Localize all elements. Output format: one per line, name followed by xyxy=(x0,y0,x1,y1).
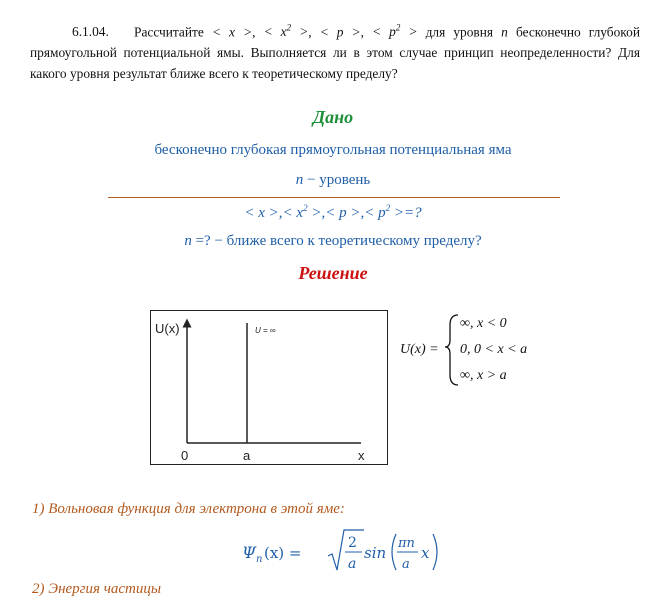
find-question: n =? − ближе всего к теоретическому пределу? xyxy=(184,233,482,249)
potential-case2: 0, 0 < x < a xyxy=(460,342,528,357)
problem-line2: прямоугольной потенциальной ямы. Выполняется ли в этом случае принцип неопределенности? Для xyxy=(30,45,640,61)
sqrt-sign xyxy=(328,530,364,570)
find-line: < x >,< $x^2$ >,< p >,< $p^2$ >=? xyxy=(244,203,422,221)
sin-function: sin xyxy=(364,544,387,562)
step1-text: 1) Вольновая функция для электрона в этой яме: xyxy=(32,501,345,517)
inner-numerator: πn xyxy=(398,536,415,551)
potential-case1: ∞, x < 0 xyxy=(460,316,507,331)
origin-label: 0 xyxy=(181,448,189,463)
psi-arg: (x) = xyxy=(264,544,302,562)
given-divider xyxy=(108,197,560,198)
potential-lhs: U(x) = xyxy=(400,342,439,357)
given-heading: Дано xyxy=(312,107,354,127)
problem-verb: Рассчитайте xyxy=(134,24,204,40)
given-line1: бесконечно глубокая прямоугольная потенциальная яма xyxy=(154,142,512,158)
potential-graph-frame xyxy=(150,310,388,465)
quantity-p: < p > xyxy=(319,24,361,40)
potential-formula xyxy=(400,305,600,390)
sqrt-denominator: a xyxy=(348,556,357,572)
potential-definition xyxy=(400,305,600,390)
potential-case3: ∞, x > a xyxy=(460,368,507,383)
a-label: a xyxy=(243,448,251,463)
psi-symbol: Ψ xyxy=(242,543,257,562)
psi-subscript: n xyxy=(256,554,263,565)
wavefunction-formula xyxy=(240,526,460,576)
wall-label: U = ∞ xyxy=(255,326,276,335)
level-variable: n xyxy=(501,24,508,40)
x-axis-label: x xyxy=(358,448,365,463)
potential-graph xyxy=(151,311,387,464)
problem-number: 6.1.04. xyxy=(72,24,109,40)
solution-heading: Решение xyxy=(298,263,368,283)
quantity-x: < x > xyxy=(211,24,253,40)
problem-line3: какого уровня результат ближе всего к теоретическому пределу? xyxy=(30,66,398,82)
given-line2: n − уровень xyxy=(295,172,371,188)
wavefunction-svg xyxy=(240,526,460,576)
step2-text: 2) Энергия частицы xyxy=(32,581,162,597)
problem-statement: 6.1.04. Рассчитайте < x >, < $x^2$ >, < p >, < $p^2$ > для уровня n бесконечно глубокой прямоугольной потенциальной ямы. Выполняется ли в этом случае принцип неопределенности? Для какого уровня результат ближе всего к теоретическому пределу? xyxy=(30,23,640,82)
brace xyxy=(445,315,458,385)
quantity-p2: < $p^2$ > xyxy=(372,23,418,40)
left-paren xyxy=(392,534,396,570)
problem-line1-end: бесконечно глубокой xyxy=(515,24,640,40)
right-paren xyxy=(433,534,437,570)
problem-line1-rest: для уровня xyxy=(425,24,494,40)
quantity-x2: < $x^2$ > xyxy=(263,23,309,40)
inner-x: x xyxy=(421,544,430,562)
sqrt-numerator: 2 xyxy=(348,535,357,551)
inner-denominator: a xyxy=(402,557,410,572)
y-axis-label: U(x) xyxy=(155,321,180,336)
